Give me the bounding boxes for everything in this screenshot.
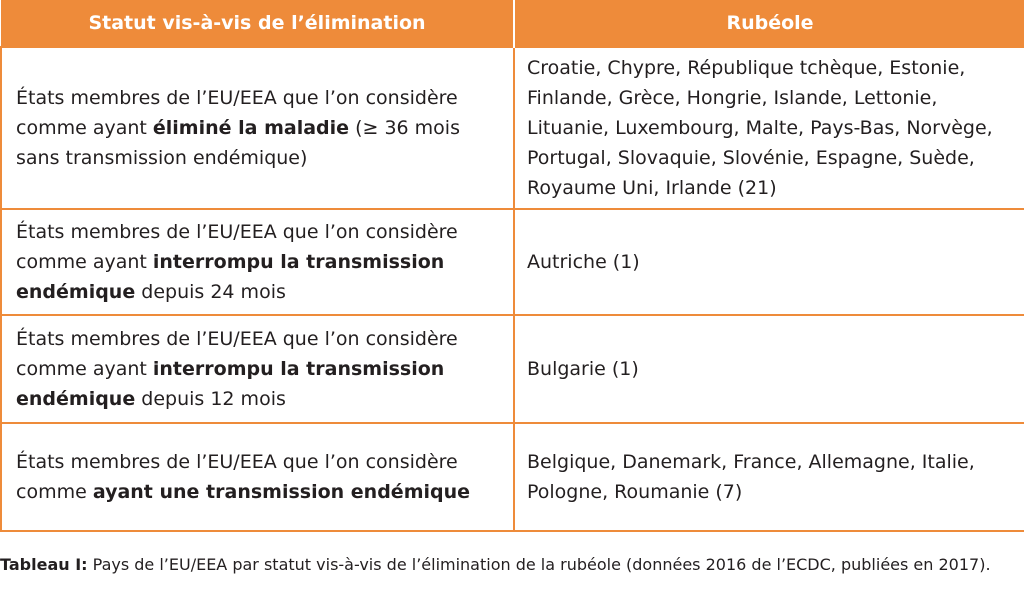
header-rubella: Rubéole xyxy=(514,0,1024,47)
status-text: États membres de l’EU/EEA que l’on considère comme ayant xyxy=(16,328,458,380)
table-row xyxy=(1,423,1024,531)
table-header-row xyxy=(1,0,1024,47)
countries-cell: Bulgarie (1) xyxy=(514,315,1024,423)
table-row xyxy=(1,209,1024,315)
status-text-tail: depuis 24 mois xyxy=(135,281,286,303)
status-emphasis: interrompu la transmission endémique xyxy=(16,251,445,303)
status-cell xyxy=(1,47,514,209)
table-row xyxy=(1,47,1024,209)
caption-text: Pays de l’EU/EEA par statut vis-à-vis de l’élimination de la rubéole (données 2016 de l’ECDC, publiées en 2017). xyxy=(87,555,991,574)
countries-cell: Croatie, Chypre, République tchèque, Estonie, Finlande, Grèce, Hongrie, Islande, Lettonie, Lituanie, Luxembourg, Malte, Pays-Bas, Norvège, Portugal, Slovaquie, Slovénie, Espagne, Suède, Royaume Uni, Irlande (21) xyxy=(514,47,1024,209)
table-caption xyxy=(0,553,1024,577)
header-status: Statut vis-à-vis de l’élimination xyxy=(1,0,514,47)
status-cell xyxy=(1,209,514,315)
status-text: États membres de l’EU/EEA que l’on considère comme xyxy=(16,451,458,503)
countries-cell: Belgique, Danemark, France, Allemagne, Italie, Pologne, Roumanie (7) xyxy=(514,423,1024,531)
status-cell xyxy=(1,423,514,531)
status-emphasis: éliminé la maladie xyxy=(152,117,350,139)
status-text-tail: depuis 12 mois xyxy=(135,388,286,410)
status-text: États membres de l’EU/EEA que l’on considère comme ayant xyxy=(16,221,458,273)
status-emphasis: ayant une transmission endémique xyxy=(92,481,471,503)
status-cell xyxy=(1,315,514,423)
caption-label: Tableau I: xyxy=(0,555,88,574)
status-text: États membres de l’EU/EEA que l’on considère comme ayant xyxy=(16,87,458,139)
countries-cell: Autriche (1) xyxy=(514,209,1024,315)
table-row xyxy=(1,315,1024,423)
status-text-tail: (≥ 36 mois sans transmission endémique) xyxy=(16,117,460,169)
status-emphasis: interrompu la transmission endémique xyxy=(16,358,445,410)
